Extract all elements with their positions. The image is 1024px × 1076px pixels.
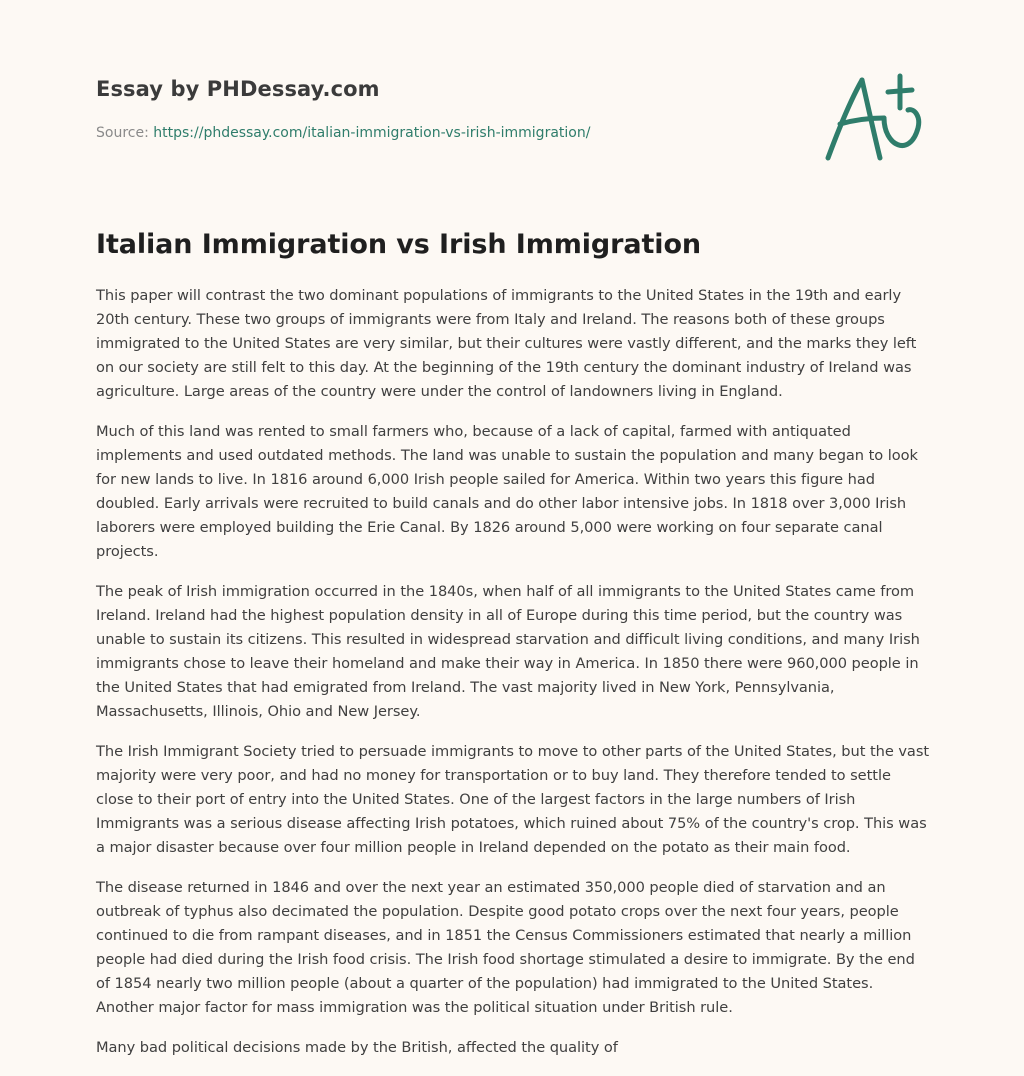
site-title: Essay by PHDessay.com: [96, 77, 380, 101]
a-plus-logo-icon: [818, 66, 930, 170]
essay-paragraph: The Irish Immigrant Society tried to persuade immigrants to move to other parts of the United States, but the vast majority were very poor, and had no money for transportation or to buy land. They therefore tended to settle close to their port of entry into the United States. One of the largest factors in the large numbers of Irish Immigrants was a serious disease affecting Irish potatoes, which ruined about 75% of the country's crop. This was a major disaster because over four million people in Ireland depended on the potato as their main food.: [96, 743, 930, 856]
source-link[interactable]: https://phdessay.com/italian-immigration-vs-irish-immigration/: [153, 125, 591, 141]
essay-paragraph: Much of this land was rented to small farmers who, because of a lack of capital, farmed with antiquated implements and used outdated methods. The land was unable to sustain the population and many began to look for new lands to live. In 1816 around 6,000 Irish people sailed for America. Within two years this figure had doubled. Early arrivals were recruited to build canals and do other labor intensive jobs. In 1818 over 3,000 Irish laborers were employed building the Erie Canal. By 1826 around 5,000 were working on four separate canal projects.: [96, 423, 918, 560]
essay-paragraph: Many bad political decisions made by the British, affected the quality of: [96, 1039, 618, 1056]
essay-title: Italian Immigration vs Irish Immigration: [96, 229, 702, 260]
essay-paragraph: This paper will contrast the two dominant populations of immigrants to the United States in the 19th and early 20th century. These two groups of immigrants were from Italy and Ireland. The reasons both of these groups immigrated to the United States are very similar, but their cultures were vastly different, and the marks they left on our society are still felt to this day. At the beginning of the 19th century the dominant industry of Ireland was agriculture. Large areas of the country were under the control of landowners living in England.: [96, 287, 917, 400]
essay-body: [96, 284, 932, 1076]
page-header: [96, 74, 796, 143]
essay-paragraph: The disease returned in 1846 and over the next year an estimated 350,000 people died of starvation and an outbreak of typhus also decimated the population. Despite good potato crops over the next four years, people continued to die from rampant diseases, and in 1851 the Census Commissioners estimated that nearly a million people had died during the Irish food crisis. The Irish food shortage stimulated a desire to immigrate. By the end of 1854 nearly two million people (about a quarter of the population) had immigrated to the United States. Another major factor for mass immigration was the political situation under British rule.: [96, 879, 915, 1016]
essay-paragraph: The peak of Irish immigration occurred in the 1840s, when half of all immigrants to the United States came from Ireland. Ireland had the highest population density in all of Europe during this time period, but the country was unable to sustain its citizens. This resulted in widespread starvation and difficult living conditions, and many Irish immigrants chose to leave their homeland and make their way in America. In 1850 there were 960,000 people in the United States that had emigrated from Ireland. The vast majority lived in New York, Pennsylvania, Massachusetts, Illinois, Ohio and New Jersey.: [96, 583, 920, 720]
source-line: [96, 123, 796, 143]
source-label: Source:: [96, 125, 149, 141]
